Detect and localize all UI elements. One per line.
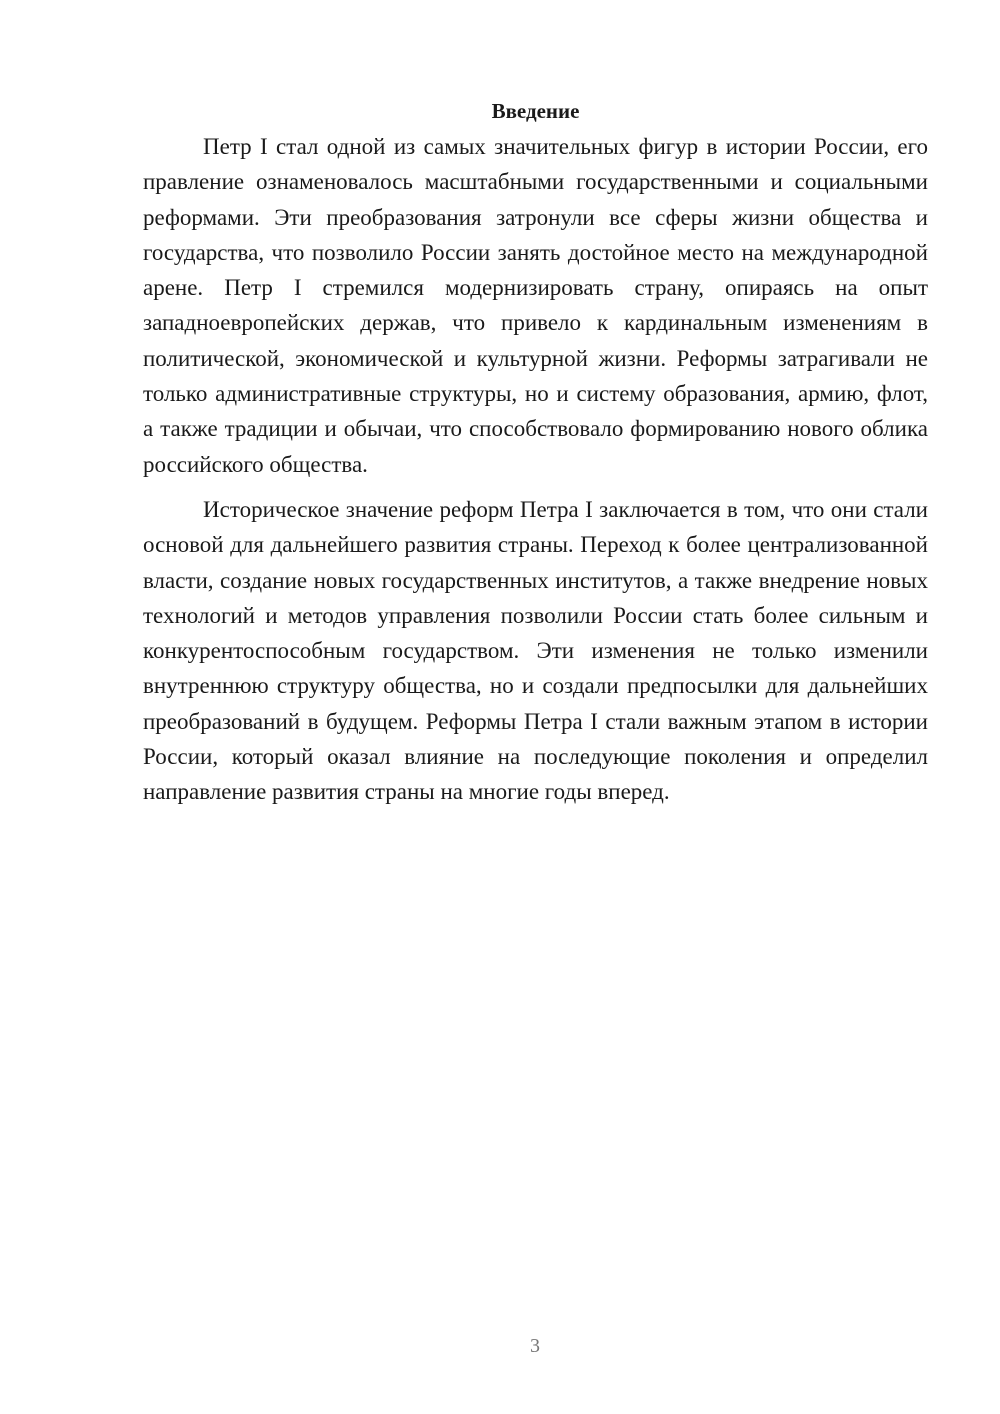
page-number-footer xyxy=(0,1334,1000,1358)
paragraph-1: Петр I стал одной из самых значительных фигур в истории России, его правление ознаменовалось масштабными государственными и социальными реформами. Эти преобразования затронули все сферы жизни общества и государства, что позволило России занять достойное место на международной арене. Петр I стремился модернизировать страну, опираясь на опыт западноевропейских держав, что привело к кардинальным изменениям в политической, экономической и культурной жизни. Реформы затрагивали не только административные структуры, но и систему образования, армию, флот, а также традиции и обычаи, что способствовало формированию нового облика российского общества. xyxy=(143,134,928,477)
section-title: Введение xyxy=(491,99,580,123)
page-body xyxy=(143,95,928,810)
page-number: 3 xyxy=(530,1335,540,1357)
paragraph-2: Историческое значение реформ Петра I заключается в том, что они стали основой для дальнейшего развития страны. Переход к более централизованной власти, создание новых государственных институтов, а также внедрение новых технологий и методов управления позволили России стать более сильным и конкурентоспособным государством. Эти изменения не только изменили внутреннюю структуру общества, но и создали предпосылки для дальнейших преобразований в будущем. Реформы Петра I стали важным этапом в истории России, который оказал влияние на последующие поколения и определил направление развития страны на многие годы вперед. xyxy=(143,496,928,805)
